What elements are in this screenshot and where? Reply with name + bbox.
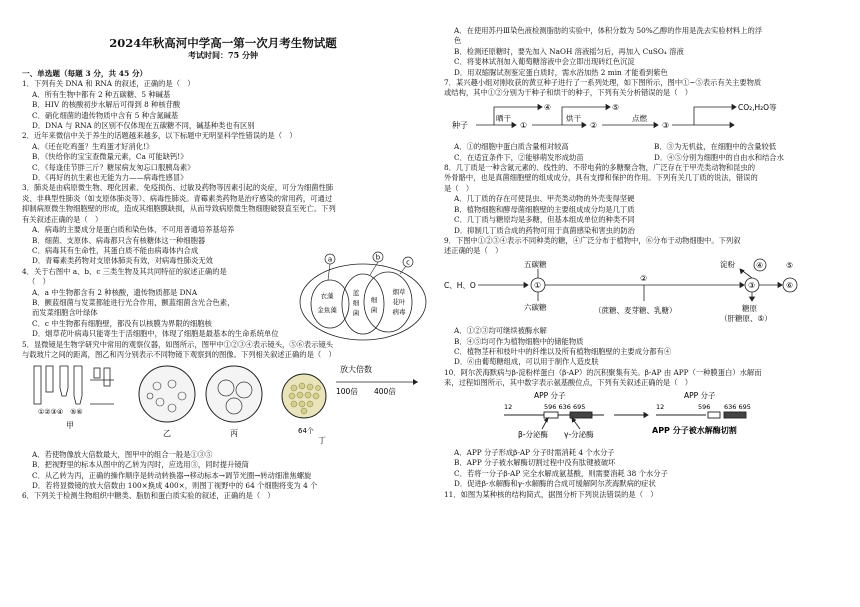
view-yi — [139, 366, 195, 422]
q5-option-a: A．若使物像放大倍数最大，图甲中的组合一般是①③⑤ — [32, 449, 213, 459]
q8-option-d: D．抑制几丁质合成的药物可用于真菌感染和害虫的防治 — [454, 225, 635, 235]
q4-option-b-line1: B．颤蓝细菌与发菜都能进行光合作用，颤蓝细菌含光合色素， — [32, 297, 235, 307]
q6-stem: 6．下列关于检测生物组织中糖类、脂肪和蛋白质实验的叙述，正确的是（ ） — [22, 491, 275, 501]
q3-stem-line1: 3．肺炎是由病原微生物、理化因素、免疫损伤、过敏及药物等因素引起的炎症，可分为细菌性肺 — [22, 183, 334, 193]
q7-option-a: A．①的细胞中蛋白质含量相对较高 — [454, 142, 569, 152]
q6-option-b: B．检测还原糖时，要先加入 NaOH 溶液摇匀后，再加入 CuSO₄ 溶液 — [454, 46, 684, 56]
q8-option-c: C．几丁质与糖原均是多糖，但基本组成单位的种类不同 — [454, 215, 635, 225]
venn-item-hornwort: 金鱼藻 — [317, 306, 337, 315]
svg-text:细: 细 — [352, 299, 360, 308]
venn-set-b — [342, 274, 384, 334]
venn-outer — [300, 264, 426, 340]
sun-dry-label: 晒干 — [496, 113, 511, 123]
q9-option-a: A．①②③均可继续被酶水解 — [454, 326, 547, 336]
q4-option-a: A．a 中生物都含有 2 种核酸，遗传物质都是 DNA — [32, 287, 198, 297]
q4-option-d: D．烟草花叶病毒只能寄生于活细胞中，体现了细胞是最基本的生命系统单位 — [32, 329, 279, 339]
q5-stem-line2: 与载玻片之间的距离，图乙和丙分别表示不同物镜下观察到的图像。下列相关叙述正确的是（ ） — [22, 349, 336, 359]
q7-option-b: B．③为无机盐，在细胞中的含量较低 — [654, 142, 777, 152]
lens-set-jia — [34, 366, 114, 404]
q5-stem-line1: 5．显微镜是生物学研究中常用的观察仪器，如图所示，图甲中①②③④表示镜头，⑤⑥表示镜头 — [22, 339, 334, 349]
hexose-label: 六碳糖 — [524, 302, 547, 312]
q2-option-a: A．《还在吃鸡蛋？生鸡蛋才好消化!》 — [32, 141, 154, 151]
svg-text:⑥: ⑥ — [786, 280, 794, 290]
svg-text:③: ③ — [748, 280, 756, 290]
q9-option-c: C．植物茎秆和枝叶中的纤维以及所有植物细胞壁的主要成分都有④ — [454, 346, 672, 356]
right-column — [444, 26, 844, 500]
q2-option-d: D．《再好的抗生素也无能为力——病毒性感冒》 — [32, 173, 188, 183]
exam-duration: 考试时间：75 分钟 — [188, 50, 258, 60]
seed-processing-figure — [444, 99, 844, 139]
q10-option-c: C．若将一分子β-AP 完全水解成氨基酸，则需要消耗 38 个水分子 — [454, 468, 668, 478]
left-column — [22, 22, 424, 502]
q10-option-d: D．促进β-水解酶和γ-水解酶的合成可缓解阿尔茨海默病的症状 — [454, 479, 656, 489]
q5-option-d: D．若将显微镜的放大倍数由 100×换成 400×，则图丁视野中的 64 个细胞将变为 4 个 — [32, 481, 318, 490]
pentose-label: 五碳糖 — [524, 259, 547, 269]
q9-option-b: B．④⑤均可作为植物细胞中的储能物质 — [454, 336, 584, 346]
venn-diagram — [298, 250, 428, 342]
q1-option-a: A．所有生物中都有 2 种五碳糖、5 种碱基 — [32, 89, 171, 99]
view-bing — [206, 366, 262, 422]
svg-text:636 695: 636 695 — [724, 402, 751, 411]
bake-label: 烘干 — [566, 113, 581, 123]
q10-option-a: A．APP 分子形成β-AP 分子时需消耗 4 个水分子 — [454, 447, 615, 457]
section-heading: 一、单选题（每题 3 分，共 45 分） — [22, 69, 148, 78]
q4-option-c: C．c 中生物都有细胞壁，都没有以核膜为界限的细胞核 — [32, 318, 212, 328]
svg-text:⑤: ⑤ — [786, 260, 794, 270]
svg-text:④: ④ — [544, 102, 552, 112]
svg-text:596 636 695: 596 636 695 — [544, 402, 586, 411]
glycogen-label: 糖原 — [742, 303, 757, 313]
q3-q4-block — [22, 253, 424, 339]
q8-stem-line1: 8．几丁质是一种含氮元素的、线性的、不带电荷的多糖聚合物，广泛存在于甲壳类动物和昆虫的 — [444, 163, 756, 173]
venn-label-b: b — [375, 253, 381, 262]
q1-option-d: D．DNA 与 RNA 的区别不仅体现在五碳糖不同，碱基种类也有区别 — [32, 121, 255, 131]
svg-text:烟草: 烟草 — [392, 288, 406, 297]
q3-option-c: C．病毒其有生命性，其蛋白质不能由病毒体内合成 — [32, 245, 199, 255]
svg-text:花叶: 花叶 — [392, 298, 406, 307]
label-bing: 丙 — [230, 429, 238, 439]
q8-stem-line3: 是（ ） — [444, 183, 474, 193]
label-ding: 丁 — [318, 436, 326, 446]
q9-option-d: D．⑥由葡萄糖组成，可以用于制作人造皮肤 — [454, 357, 599, 367]
q3-option-a: A．病毒的主要成分是蛋白质和染色体，不可用普通培养基培养 — [32, 225, 235, 235]
venn-label-c: c — [406, 258, 410, 267]
svg-text:①: ① — [520, 120, 528, 130]
venn-set-a — [311, 280, 349, 328]
svg-text:②: ② — [640, 273, 648, 283]
q4-stem: 4．关于右图中 a、b、c 三类生物及其共同特征的叙述正确的是 — [22, 266, 227, 276]
q1-option-c: C．硝化细菌的遗传物质中含有 5 种含氮碱基 — [32, 110, 179, 120]
q5-option-b: B．把视野里的标本从图中的乙转为丙时，应选用③，同时提升镜筒 — [32, 460, 249, 470]
label-jia: 甲 — [66, 421, 74, 431]
q4-option-b-line2: 而发菜细胞含叶绿体 — [32, 308, 98, 318]
q6-option-a-line1: A．在使用苏丹Ⅲ染色液检测脂肪的实验中，体积分数为 50%乙醇的作用是洗去实验材料上的浮 — [454, 26, 763, 35]
svg-text:12: 12 — [504, 402, 513, 411]
q7-options-cd — [444, 153, 844, 163]
svg-text:④: ④ — [756, 260, 764, 270]
app-title-left: APP 分子 — [534, 390, 566, 400]
svg-text:③: ③ — [662, 120, 670, 130]
q2-option-c: C．《每逢佳节胖三斤？糖尿病友匆忘口服胰岛素》 — [32, 162, 195, 172]
svg-text:菌: 菌 — [370, 306, 378, 315]
q6-option-d: D．用双缩脲试剂鉴定蛋白质时，需水浴加热 2 min 才能看到紫色 — [454, 67, 668, 77]
burn-label: 点燃 — [632, 113, 647, 123]
label-yi: 乙 — [163, 429, 171, 439]
lens-numbers: ①②③④ ⑤⑥ — [38, 408, 83, 417]
q10-option-b: B．APP 分子被水解酶切割过程中没有肽键被破坏 — [454, 458, 616, 468]
cleavage-caption: APP 分子被水解酶切割 — [652, 425, 737, 435]
seed-label: 种子 — [452, 120, 468, 130]
starch-label: 淀粉 — [720, 259, 735, 269]
q3-option-d: D．青霉素类药物对支原体肺炎有效，对病毒性肺炎无效 — [32, 256, 213, 266]
q7-stem-line1: 7．某兴趣小组对刚收获的黄豆种子进行了一系列处理，如下图所示，图中①~⑤表示有关主要物质 — [444, 78, 762, 88]
q6-option-a-line2: 色 — [454, 36, 462, 46]
svg-text:②: ② — [590, 120, 598, 130]
disaccharides-label: （蔗糖、麦芽糖、乳糖） — [594, 305, 677, 315]
microscope-figure — [22, 360, 422, 446]
exam-title: 2024年秋高河中学高一第一次月考生物试题 — [109, 36, 337, 50]
venn-item-chlamydomonas: 衣藻 — [320, 292, 334, 301]
co2-water-label: CO₂,H₂O等 — [738, 102, 777, 112]
mag-100: 100倍 — [336, 387, 358, 397]
q10-stem-line2: 来，过程如图所示，其中数字表示氨基酸位点，下列有关叙述正确的是（ ） — [444, 378, 693, 388]
q2-stem: 2．近年来微信中关于养生的话题越来越多，以下标题中无明显科学性错误的是（ ） — [22, 131, 297, 141]
svg-text:①: ① — [534, 280, 542, 290]
svg-text:菌: 菌 — [352, 309, 360, 318]
q2-option-b: B．《快给你的宝宝查微量元素，Ca 可能缺钙!》 — [32, 152, 188, 162]
sugar-pathway-figure — [444, 257, 844, 323]
q9-stem-line1: 9．下图中①②③④表示不同种类的糖，④广泛分布于植物中，⑥分布于动物细胞中。下列叙 — [444, 235, 741, 245]
app-cleavage-figure — [444, 389, 844, 445]
q6-option-c: C．将斐林试剂加入葡萄糖溶液中会立即出现砖红色沉淀 — [454, 57, 635, 67]
venn-label-a: a — [327, 255, 333, 264]
q7-option-c: C．在适宜条件下，②能够萌发形成幼苗 — [454, 152, 584, 162]
q7-stem-line2: 或结构，其中①②分别为干种子和烘干的种子，下列有关分析错误的是（ ） — [444, 88, 693, 98]
svg-text:蓝: 蓝 — [352, 289, 360, 298]
q7-option-d: D．④⑤分别为细胞中的自由水和结合水 — [654, 152, 784, 162]
q4-paren: （ ） — [28, 277, 50, 287]
q8-option-b: B．植物细胞和酵母菌细胞壁的主要组成成分均是几丁质 — [454, 204, 635, 214]
mag-400: 400倍 — [374, 387, 396, 397]
svg-text:596: 596 — [698, 402, 711, 411]
cell-count: 64个 — [298, 427, 314, 436]
view-ding — [282, 374, 326, 418]
q5-option-c: C．从乙转为丙，正确的操作顺序是转动转换器→移动标本→调节光圈→转动细准焦螺旋 — [32, 470, 312, 480]
q8-stem-line2: 外骨骼中，也是真菌细胞壁的组成成分，具有支撑和保护的作用。下列有关几丁质的说法，错误的 — [444, 173, 758, 183]
q7-options-ab — [444, 142, 844, 152]
q1-stem: 1．下列有关 DNA 和 RNA 的叙述，正确的是（ ） — [22, 79, 195, 89]
q11-stem: 11．如图为某种核的结构简式，据图分析下列说法错误的是（ ） — [444, 489, 658, 499]
gamma-secretase-label: γ-分泌酶 — [564, 429, 594, 439]
svg-text:⑤: ⑤ — [612, 102, 620, 112]
q3-stem-line3: 抑制病原微生物细胞壁的形成，造成其细胞膜缺损，从而导致病原微生物细胞破裂直至死亡。下列 — [22, 204, 336, 214]
q10-stem-line1: 10．阿尔茨海默病与β-淀粉样蛋白（β-AP）的沉积聚集有关。β-AP 由 APP（一种膜蛋白）水解而 — [444, 367, 762, 377]
svg-text:病毒: 病毒 — [392, 308, 406, 317]
q3-stem-line2: 炎、非典型性肺炎（如支原体肺炎等）、病毒性肺炎。青霉素类药物是治疗感染的常用药，可通过 — [22, 193, 333, 203]
app-title-right: APP 分子 — [684, 390, 716, 400]
magnification-title: 放大倍数 — [340, 365, 372, 375]
q3-option-b: B．细菌、支原体、病毒都只含有核糖体这一种细胞器 — [32, 235, 206, 245]
svg-text:细: 细 — [370, 296, 378, 305]
q9-stem-line2: 述正确的是（ ） — [444, 246, 503, 256]
beta-secretase-label: β-分泌酶 — [518, 429, 548, 439]
q3-stem-line4: 有关叙述正确的是（ ） — [22, 214, 103, 224]
cho-label: C、H、O — [444, 280, 476, 290]
q1-option-b: B．HIV 的核酸初步水解后可得到 8 种核苷酸 — [32, 100, 181, 110]
svg-text:12: 12 — [656, 402, 665, 411]
q8-option-a: A．几丁质的存在可使昆虫、甲壳类动物的外壳变得坚硬 — [454, 194, 635, 204]
glycogen-detail: （肝糖原、⑤） — [720, 313, 772, 323]
